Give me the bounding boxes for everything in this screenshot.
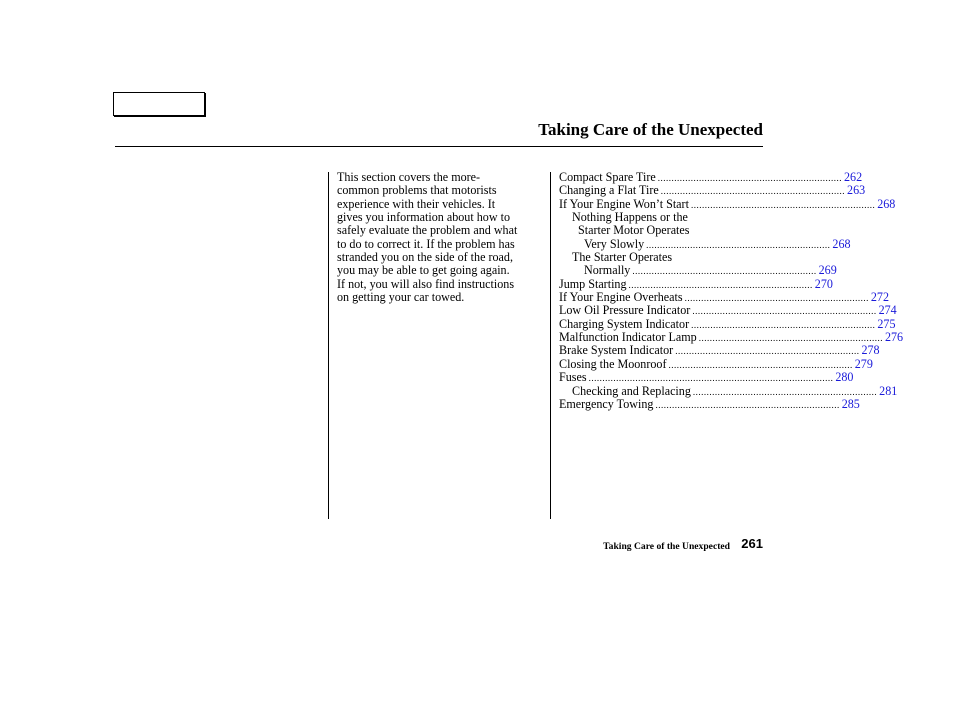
toc-entry[interactable] — [559, 343, 880, 358]
toc-entry[interactable] — [559, 383, 898, 398]
toc-leader-dots: ................................................................... — [692, 386, 878, 397]
right-column-rule — [550, 172, 551, 519]
intro-paragraph — [337, 171, 547, 304]
toc-entry[interactable] — [559, 396, 860, 411]
toc-entry-label: Starter Motor Operates — [578, 223, 690, 238]
section-tab-box — [113, 92, 205, 116]
toc-page-link[interactable]: 268 — [832, 236, 851, 251]
toc-page-link[interactable]: 276 — [884, 330, 904, 345]
toc-entry-label: Emergency Towing — [559, 396, 654, 411]
footer-section-label: Taking Care of the Unexpected — [603, 541, 730, 552]
toc-entry[interactable] — [559, 183, 866, 198]
toc-page-link[interactable]: 268 — [877, 196, 896, 211]
toc-page-link[interactable]: 272 — [870, 290, 889, 305]
intro-line: This section covers the more- — [337, 170, 481, 184]
intro-line: experience with their vehicles. It — [337, 196, 496, 211]
title-rule — [115, 146, 763, 147]
toc-entry-label: Compact Spare Tire — [559, 170, 656, 184]
toc-entry-label: Fuses — [559, 370, 587, 385]
toc-subentry — [559, 211, 763, 224]
toc-entry-label: Malfunction Indicator Lamp — [559, 330, 697, 345]
toc-entry-label: If Your Engine Won’t Start — [559, 196, 689, 211]
toc-page-link[interactable]: 270 — [814, 276, 833, 291]
toc-page-link[interactable]: 269 — [818, 263, 837, 278]
toc-entry-label: Very Slowly — [584, 236, 645, 251]
toc-leader-dots: ................................................................... — [655, 399, 840, 410]
toc-leader-dots: ................................................................... — [660, 186, 846, 197]
intro-line: common problems that motorists — [337, 183, 497, 198]
toc-entry[interactable] — [559, 263, 837, 278]
intro-line: If not, you will also find instructions — [337, 276, 515, 291]
intro-line: safely evaluate the problem and what — [337, 223, 518, 238]
toc-leader-dots: ................................................................... — [675, 346, 860, 357]
toc-entry-label: Closing the Moonroof — [559, 356, 667, 371]
toc-entry-label: Charging System Indicator — [559, 316, 690, 331]
toc-page-link[interactable]: 262 — [844, 170, 863, 184]
intro-line: stranded you on the side of the road, — [337, 250, 513, 265]
toc-leader-dots: ......................................................................................... — [588, 373, 834, 384]
toc-entry[interactable] — [559, 196, 896, 211]
toc-entry[interactable] — [559, 370, 854, 385]
toc-leader-dots: ................................................................... — [628, 279, 813, 290]
toc-entry[interactable] — [559, 290, 889, 305]
toc-entry[interactable] — [559, 330, 904, 345]
toc-entry[interactable] — [559, 316, 896, 331]
toc-page-link[interactable]: 275 — [877, 316, 896, 331]
toc-entry[interactable] — [559, 303, 897, 318]
section-title: Taking Care of the Unexpected — [538, 120, 763, 139]
toc-page-link[interactable]: 263 — [847, 183, 866, 198]
intro-line: you may be able to get going again. — [337, 263, 510, 278]
toc-leader-dots: ................................................................... — [691, 319, 876, 330]
toc-page-link[interactable]: 279 — [854, 356, 873, 371]
left-column-rule — [328, 172, 329, 519]
toc-subentry — [559, 251, 763, 264]
toc-subentry — [559, 224, 763, 237]
toc-entry-label: The Starter Operates — [572, 250, 673, 265]
toc-entry-label: Brake System Indicator — [559, 343, 674, 358]
toc-leader-dots: ................................................................... — [698, 333, 883, 344]
toc-leader-dots: ................................................................... — [632, 266, 817, 277]
toc-leader-dots: ................................................................... — [684, 293, 869, 304]
toc-entry-label: Checking and Replacing — [572, 383, 691, 398]
toc-page-link[interactable]: 274 — [878, 303, 897, 318]
toc-leader-dots: ................................................................... — [692, 306, 877, 317]
toc-page-link[interactable]: 285 — [841, 396, 860, 411]
intro-line: to do to correct it. If the problem has — [337, 236, 515, 251]
toc-leader-dots: ................................................................... — [668, 359, 853, 370]
toc-entry[interactable] — [559, 170, 863, 184]
toc-entry-label: Normally — [584, 263, 631, 278]
intro-line: gives you information about how to — [337, 210, 510, 225]
page-number: 261 — [741, 536, 763, 551]
toc-entry-label: Jump Starting — [559, 276, 627, 291]
toc-entry-label: If Your Engine Overheats — [559, 290, 683, 305]
toc-entry-label: Low Oil Pressure Indicator — [559, 303, 691, 318]
toc-leader-dots: ................................................................... — [646, 239, 831, 250]
toc-leader-dots: ................................................................... — [657, 173, 842, 183]
toc-page-link[interactable]: 280 — [835, 370, 854, 385]
toc-page-link[interactable]: 281 — [879, 383, 898, 398]
toc-entry-label: Changing a Flat Tire — [559, 183, 659, 198]
toc-entry[interactable] — [559, 236, 851, 251]
table-of-contents — [559, 170, 904, 411]
toc-entry[interactable] — [559, 356, 873, 371]
toc-entry[interactable] — [559, 276, 833, 291]
toc-page-link[interactable]: 278 — [861, 343, 880, 358]
intro-line: on getting your car towed. — [337, 290, 465, 305]
toc-entry-label: Nothing Happens or the — [572, 210, 688, 225]
toc-leader-dots: ................................................................... — [690, 199, 876, 210]
